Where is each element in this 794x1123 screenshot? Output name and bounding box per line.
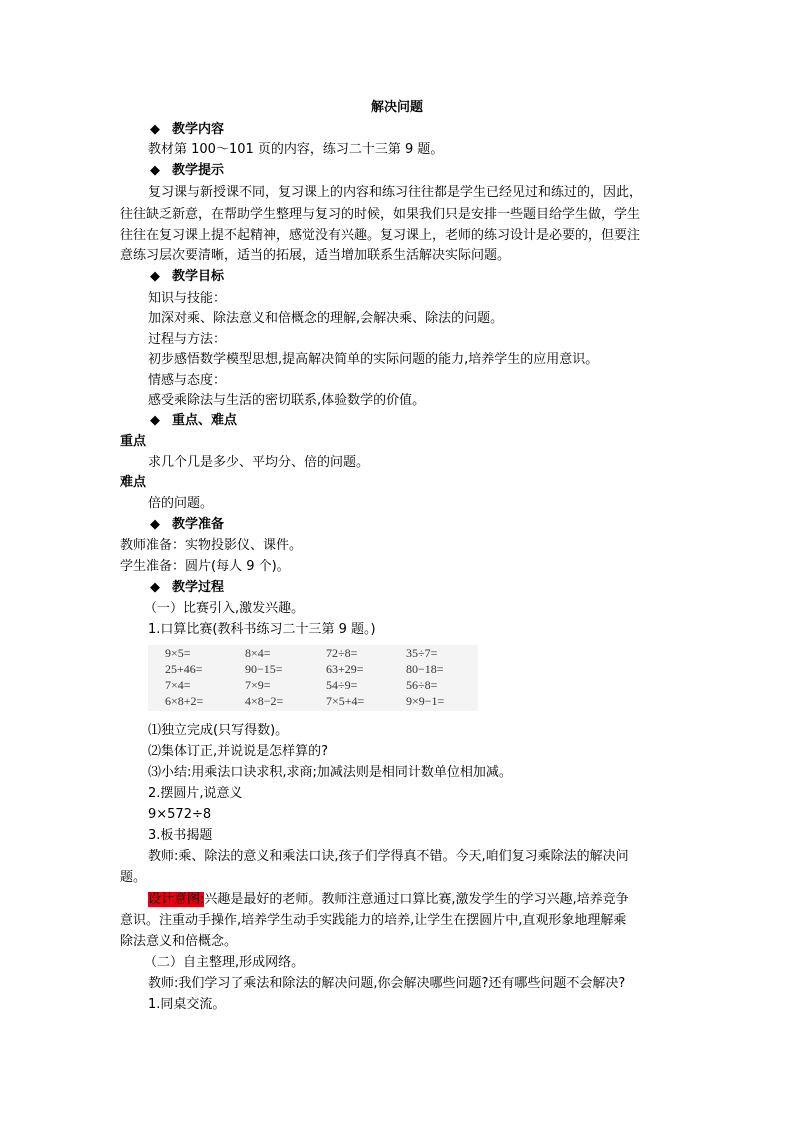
key-text: 求几个几是多少、平均分、倍的问题。	[148, 455, 370, 470]
difficult-label: 难点	[120, 475, 147, 490]
math-cell: 56÷8=	[406, 678, 438, 692]
tips-line-1: 复习课与新授课不同，复习课上的内容和练习往往都是学生已经见过和练过的，因此，	[148, 185, 643, 200]
teacher-line-1-cont: 题。	[120, 870, 147, 885]
math-cell: 9×5=	[165, 646, 191, 660]
goal-line: 过程与方法：	[148, 332, 227, 347]
step1-title: （一）比赛引入,激发兴趣。	[144, 601, 305, 616]
diamond-bullet-icon: ◆	[150, 517, 160, 532]
goal-line: 加深对乘、除法意义和倍概念的理解,会解决乘、除法的问题。	[148, 311, 504, 326]
diamond-bullet-icon: ◆	[150, 413, 160, 428]
diamond-bullet-icon: ◆	[150, 122, 160, 137]
math-cell: 6×8+2=	[165, 694, 204, 708]
diamond-bullet-icon: ◆	[150, 269, 160, 284]
goal-line: 感受乘除法与生活的密切联系,体验数学的价值。	[148, 393, 426, 408]
math-cell: 72÷8=	[326, 646, 358, 660]
key-label: 重点	[120, 434, 147, 449]
tips-line-4: 意练习层次要清晰，适当的拓展，适当增加联系生活解决实际问题。	[120, 248, 511, 263]
teacher-line-2: 教师:我们学习了乘法和除法的解决问题,你会解决哪些问题?还有哪些问题不会解决?	[148, 976, 626, 991]
math-cell: 35÷7=	[406, 646, 438, 660]
section-heading-key: ◆ 重点、难点	[150, 411, 237, 431]
design-intent-label: 设计意图:	[148, 892, 205, 907]
diamond-bullet-icon: ◆	[150, 163, 160, 178]
design-intent-line-2: 意识。注重动手操作,培养学生动手实践能力的培养,让学生在摆圆片中,直观形象地理解乘	[120, 913, 627, 928]
math-cell: 7×4=	[165, 678, 191, 692]
math-cell: 90−15=	[245, 662, 283, 676]
content-text: 教材第 100～101 页的内容，练习二十三第 9 题。	[148, 142, 444, 157]
step1-sub3: ⑶小结:用乘法口诀求积,求商;加减法则是相同计数单位相加减。	[148, 765, 512, 780]
step1-sub1: ⑴独立完成(只写得数)。	[148, 723, 289, 738]
section-heading-process: ◆ 教学过程	[150, 578, 224, 598]
step2-title: （二）自主整理,形成网络。	[144, 955, 305, 970]
step1-item2: 2.摆圆片,说意义	[148, 786, 243, 801]
section-heading-goals: ◆ 教学目标	[150, 267, 224, 287]
goal-line: 初步感悟数学模型思想,提高解决简单的实际问题的能力,培养学生的应用意识。	[148, 352, 599, 367]
tips-line-2: 往往缺乏新意，在帮助学生整理与复习的时候，如果我们只是安排一些题目给学生做，学生	[120, 207, 641, 222]
page-title: 解决问题	[371, 100, 424, 115]
goal-line: 知识与技能：	[148, 291, 227, 306]
math-cell: 9×9−1=	[406, 694, 445, 708]
step2-item1: 1.同桌交流。	[148, 997, 226, 1012]
design-intent-line-3: 除法意义和倍概念。	[120, 934, 238, 949]
step1-item3: 3.板书揭题	[148, 828, 213, 843]
section-heading-tips: ◆ 教学提示	[150, 161, 224, 181]
diamond-bullet-icon: ◆	[150, 580, 160, 595]
section-heading-content: ◆ 教学内容	[150, 120, 224, 140]
math-cell: 63+29=	[326, 662, 364, 676]
teacher-line-1: 教师:乘、除法的意义和乘法口诀,孩子们学得真不错。今天,咱们复习乘除法的解决问	[148, 849, 629, 864]
goal-line: 情感与态度：	[148, 373, 227, 388]
math-cell: 4×8−2=	[245, 694, 284, 708]
math-cell: 7×9=	[245, 678, 271, 692]
prep-student: 学生准备：圆片(每人 9 个)。	[120, 559, 290, 574]
step1-sub2: ⑵集体订正,并说说是怎样算的?	[148, 744, 329, 759]
math-cell: 25+46=	[165, 662, 203, 676]
prep-teacher: 教师准备：实物投影仪、课件。	[120, 538, 303, 553]
math-cell: 7×5+4=	[326, 694, 365, 708]
design-intent-line-1: 设计意图:兴趣是最好的老师。教师注意通过口算比赛,激发学生的学习兴趣,培养竞争	[148, 892, 629, 907]
math-cell: 8×4=	[245, 646, 271, 660]
step1-expression: 9×572÷8	[148, 807, 212, 822]
math-cell: 80−18=	[406, 662, 444, 676]
difficult-text: 倍的问题。	[148, 496, 214, 511]
mental-math-exercise-image	[148, 645, 478, 711]
tips-line-3: 往往在复习课上提不起精神，感觉没有兴趣。复习课上，老师的练习设计是必要的，但要注	[120, 228, 641, 243]
math-cell: 54÷9=	[326, 678, 358, 692]
section-heading-prep: ◆ 教学准备	[150, 515, 224, 535]
step1-item1: 1.口算比赛(教科书练习二十三第 9 题。)	[148, 622, 376, 637]
